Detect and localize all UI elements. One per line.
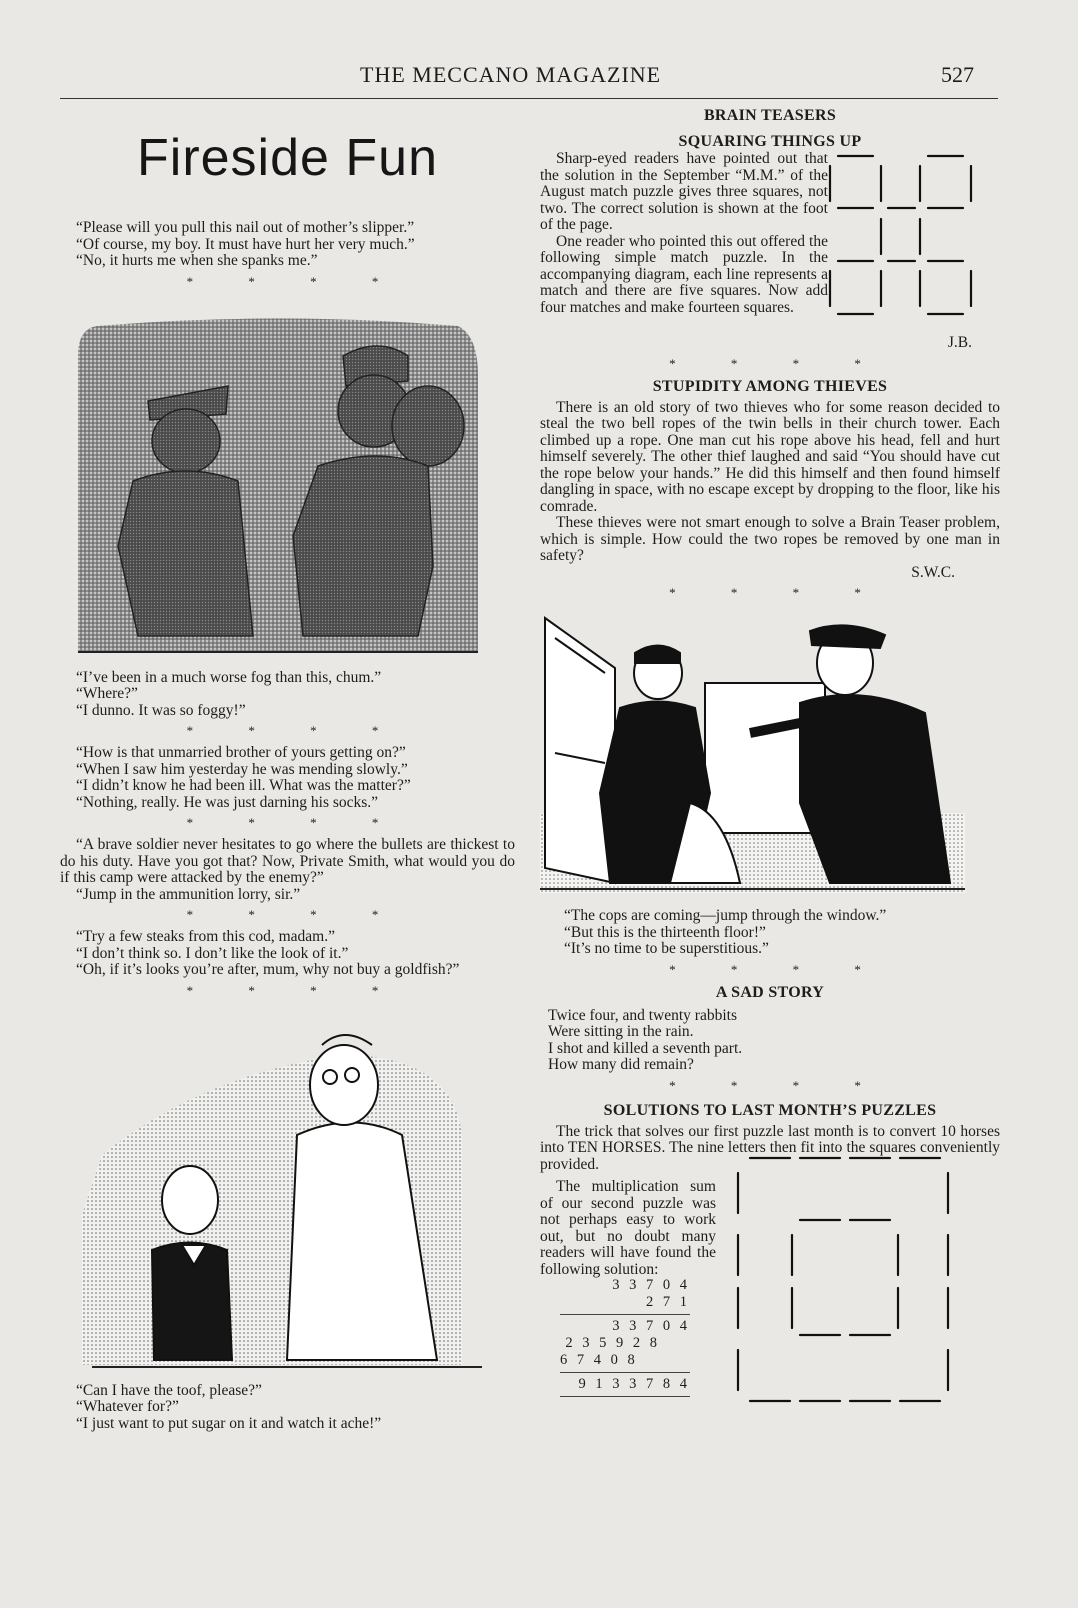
dentist-cartoon-caption — [60, 1383, 515, 1433]
joke-line: “Nothing, really. He was just darning his socks.” — [76, 793, 379, 811]
burglar-cartoon-illustration — [540, 613, 965, 898]
joke-line: “Try a few steaks from this cod, madam.” — [76, 928, 335, 945]
joke-line: “I don’t think so. I don’t like the look of it.” — [76, 944, 349, 962]
multiplicand: 3 3 7 0 4 — [612, 1277, 690, 1293]
match-solution-diagram — [718, 1153, 958, 1413]
separator-stars: * * * * — [186, 273, 405, 289]
paragraph: These thieves were not smart enough to solve a Brain Teaser problem, which is simple. How could the two ropes be removed by one man in safety? — [540, 514, 1000, 564]
paragraph: The multiplication sum of our second puzzle was not perhaps easy to work out, but no doubt many readers will have found the following solution: — [540, 1178, 716, 1278]
caption-line: “The cops are coming—jump through the window.” — [564, 907, 887, 924]
squaring-heading: SQUARING THINGS UP — [678, 133, 862, 150]
burglar-cartoon — [540, 613, 965, 898]
joke-line: “I didn’t know he had been ill. What was the matter?” — [76, 777, 411, 794]
poem-line: Were sitting in the rain. — [548, 1023, 694, 1040]
fog-cartoon-caption — [60, 670, 515, 720]
fog-cartoon-illustration — [78, 316, 478, 656]
sad-story-poem — [548, 1008, 1000, 1074]
page-number: 527 — [941, 62, 974, 87]
multiplier: 2 7 1 — [646, 1294, 690, 1310]
sad-story-heading: A SAD STORY — [715, 983, 825, 1001]
caption-line: “It’s no time to be superstitious.” — [564, 940, 769, 957]
caption-line: “Whatever for?” — [76, 1398, 179, 1415]
joke-line: “How is that unmarried brother of yours getting on?” — [76, 744, 406, 761]
partial-product: 6 7 4 0 8 — [560, 1352, 638, 1368]
paragraph: The trick that solves our first puzzle last month is to convert 10 horses into TEN HORSES. The nine letters then fit into the squares conveniently provided. — [540, 1122, 1000, 1173]
joke-line: “Please will you pull this nail out of mother’s slipper.” — [76, 219, 415, 236]
poem-line: Twice four, and twenty rabbits — [548, 1006, 737, 1024]
poem-line: I shot and killed a seventh part. — [548, 1039, 743, 1057]
joke-line: “Of course, my boy. It must have hurt her very much.” — [76, 235, 415, 253]
magazine-title: THE MECCANO MAGAZINE — [360, 62, 662, 87]
product-total: 9 1 3 3 7 8 4 — [578, 1376, 690, 1392]
dentist-cartoon — [82, 1015, 492, 1375]
partial-product: 2 3 5 9 2 8 — [565, 1335, 660, 1351]
fog-cartoon — [78, 316, 478, 656]
caption-line: “I dunno. It was so foggy!” — [76, 701, 246, 719]
separator-stars: * * * * — [186, 982, 405, 998]
left-column — [60, 110, 515, 1432]
caption-line: “I’ve been in a much worse fog than this, chum.” — [76, 668, 382, 686]
joke-line: “Oh, if it’s looks you’re after, mum, why not buy a goldfish?” — [76, 961, 460, 978]
joke-cod — [60, 929, 515, 979]
paragraph: There is an old story of two thieves who for some reason decided to steal the two bell ropes of the twin bells in their church tower. Each climbed up a rope. One man cut his rope above his head, fell and hurt himself severely. The other thief laughed and said “You should have cut the rope below your hands.” He did this himself and then found himself dangling in space, with no escape except by dropping to the floor, like his comrade. — [540, 398, 1000, 515]
caption-line: “Can I have the toof, please?” — [76, 1381, 262, 1399]
joke-line: “No, it hurts me when she spanks me.” — [76, 252, 318, 269]
caption-line: “Where?” — [76, 685, 138, 702]
burglar-cartoon-caption — [548, 908, 1000, 958]
paragraph: One reader who pointed this out offered the following simple match puzzle. In the accompanying diagram, each line represents a match and there are five squares. Now add four matches and make fourteen squares. — [540, 232, 828, 316]
joke-line: “A brave soldier never hesitates to go where the bullets are thickest to do his duty. Have you got that? Now, Private Smith, what would you do if this camp were attacked by the enemy?” — [60, 836, 515, 886]
caption-line: “I just want to put sugar on it and watch it ache!” — [76, 1414, 382, 1432]
solutions-heading: SOLUTIONS TO LAST MONTH’S PUZZLES — [603, 1101, 937, 1119]
separator-stars: * * * * — [669, 585, 887, 600]
solution-text — [540, 1179, 716, 1278]
right-column — [540, 107, 1000, 1429]
paragraph: Sharp-eyed readers have pointed out that the solution in the September “M.M.” of the August match puzzle gives three squares, not two. The correct solution is shown at the foot of the page. — [540, 150, 828, 233]
squaring-signature: J.B. — [947, 334, 972, 351]
dentist-cartoon-illustration — [82, 1015, 492, 1375]
separator-stars: * * * * — [186, 723, 405, 738]
brain-teasers-heading: BRAIN TEASERS — [703, 107, 837, 124]
poem-line: How many did remain? — [548, 1056, 694, 1073]
caption-line: “But this is the thirteenth floor!” — [564, 923, 766, 941]
joke-soldier — [60, 837, 515, 903]
partial-product: 3 3 7 0 4 — [612, 1318, 690, 1334]
multiplication-sum — [560, 1277, 690, 1400]
separator-stars: * * * * — [669, 1077, 887, 1093]
stupidity-signature: S.W.C. — [911, 563, 955, 581]
page-header — [60, 62, 998, 99]
separator-stars: * * * * — [669, 355, 887, 371]
separator-stars: * * * * — [669, 961, 887, 977]
joke-line: “Jump in the ammunition lorry, sir.” — [76, 885, 301, 903]
joke-brother — [60, 745, 515, 811]
page-title: Fireside Fun — [137, 129, 438, 187]
match-puzzle-diagram — [818, 151, 978, 321]
squaring-block — [540, 151, 1000, 339]
squaring-text — [540, 151, 828, 316]
solution-block — [540, 1179, 1000, 1429]
joke-line: “When I saw him yesterday he was mending slowly.” — [76, 760, 408, 778]
joke-nail — [60, 220, 515, 270]
separator-stars: * * * * — [186, 907, 405, 922]
stupidity-heading: STUPIDITY AMONG THIEVES — [652, 377, 888, 395]
stupidity-text — [540, 400, 1000, 565]
separator-stars: * * * * — [186, 815, 405, 830]
